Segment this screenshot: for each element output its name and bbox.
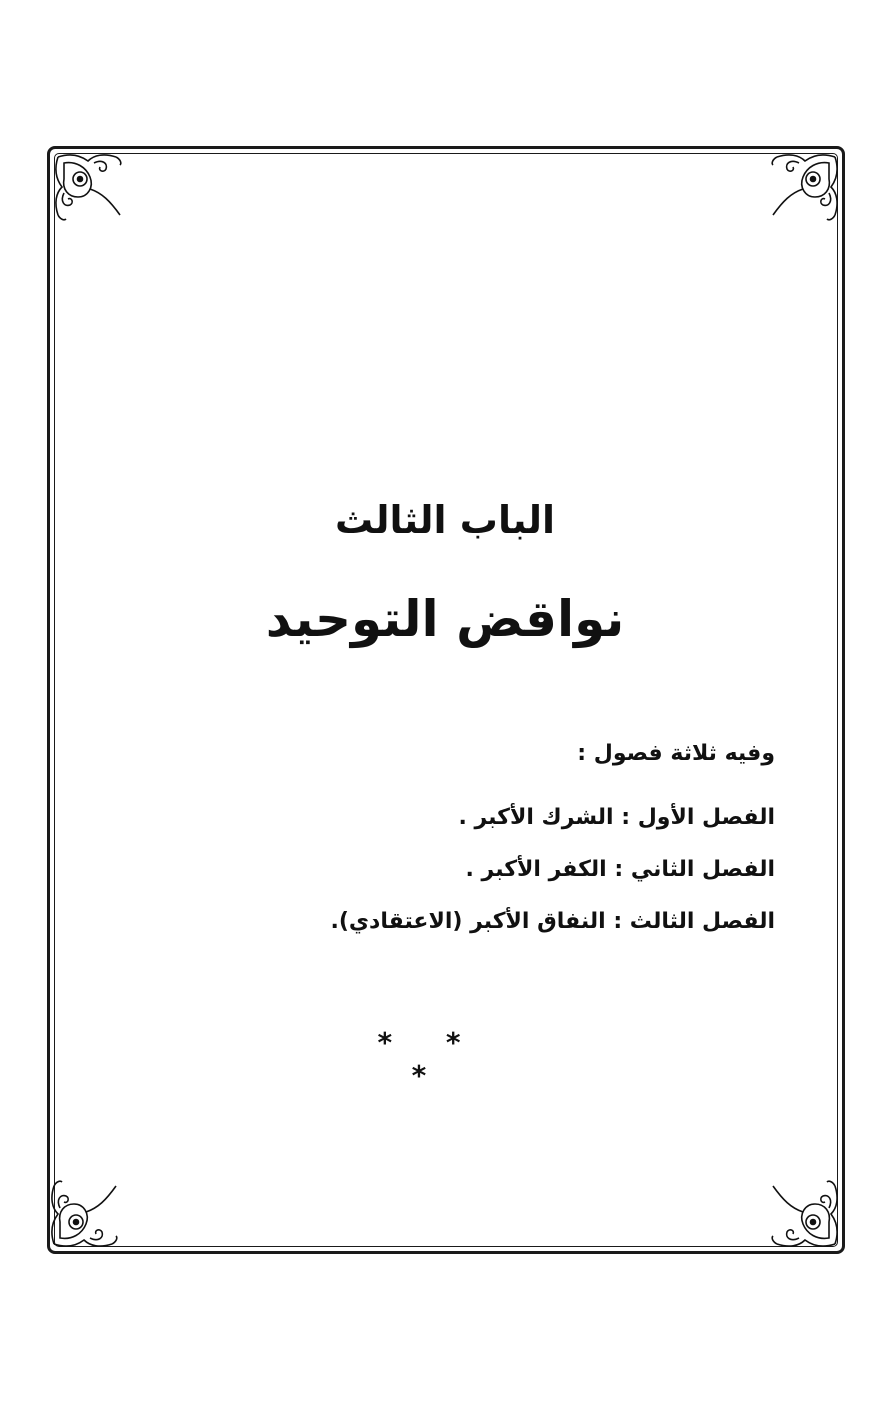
arabesque-corner-icon bbox=[763, 149, 843, 229]
chapter-list-intro: وفيه ثلاثة فصول : bbox=[577, 741, 775, 766]
section-separator: * * * bbox=[377, 1026, 483, 1092]
arabesque-corner-icon bbox=[763, 1172, 843, 1252]
arabesque-corner-icon bbox=[50, 149, 130, 229]
chapter-item-2: الفصل الثاني : الكفر الأكبر . bbox=[465, 857, 775, 882]
chapter-item-1: الفصل الأول : الشرك الأكبر . bbox=[458, 805, 775, 830]
arabesque-corner-icon bbox=[46, 1172, 126, 1252]
part-title: الباب الثالث bbox=[334, 498, 556, 542]
chapter-item-3: الفصل الثالث : النفاق الأكبر (الاعتقادي). bbox=[330, 909, 775, 934]
chapter-list bbox=[215, 734, 775, 948]
main-title: نواقض التوحيد bbox=[265, 590, 625, 648]
